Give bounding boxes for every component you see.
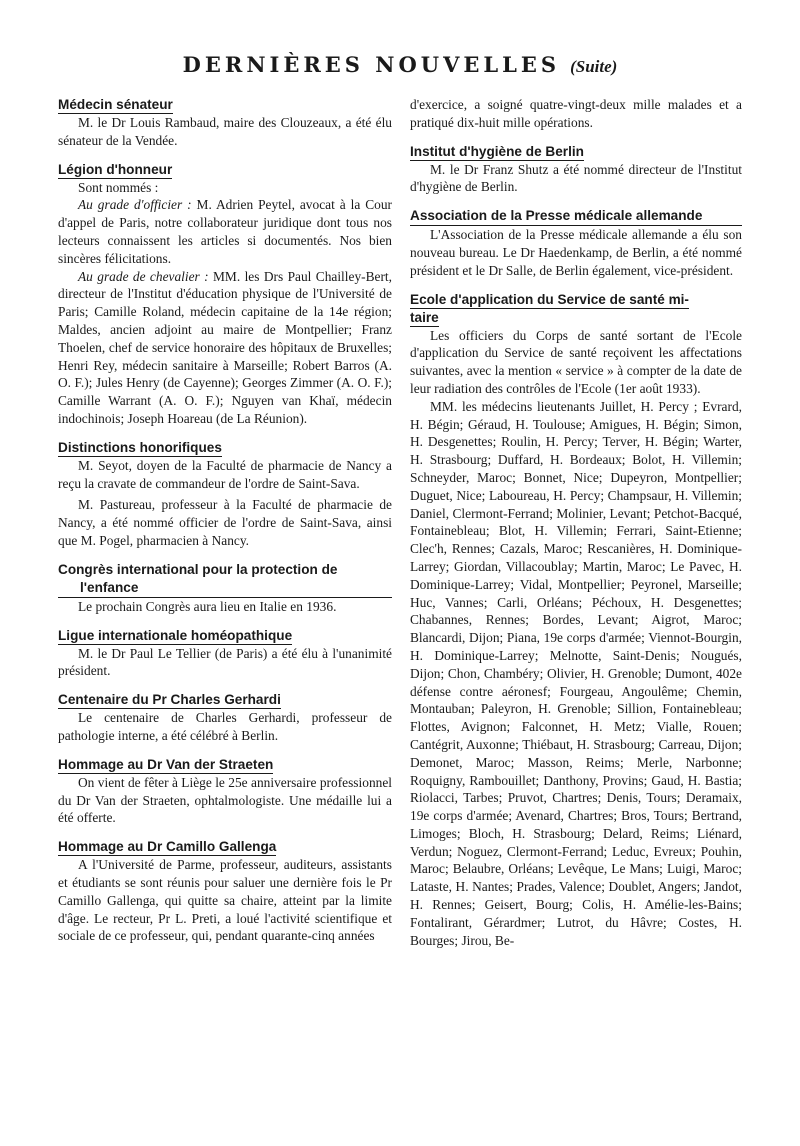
section-heading: Association de la Presse médicale allemande	[410, 207, 742, 226]
section-heading: Hommage au Dr Van der Straeten	[58, 756, 274, 772]
paragraph: M. le Dr Louis Rambaud, maire des Clouzeaux, a été élu sénateur de la Vendée.	[58, 115, 392, 148]
section-ecole-sante	[410, 291, 742, 950]
section-institut-hygiene	[410, 143, 742, 197]
section-medecin-senateur	[58, 96, 392, 150]
section-heading: Médecin sénateur	[58, 97, 173, 112]
section-hommage-gallenga	[58, 838, 392, 945]
section-legion-honneur	[58, 161, 392, 428]
paragraph: A l'Université de Parme, professeur, auditeurs, assistants et étudiants se sont réunis pour saluer une dernière fois le Pr Camillo Gallenga, qui quitte sa chaire, atteint par la limite d'âge. Le recteur, Pr L. Preti, a loué l'activité scientifique et sociale de ce professeur, qui, pendant quarante-cinq années	[58, 857, 392, 944]
section-heading: Congrès international pour la protection de l'enfance	[58, 561, 392, 598]
section-heading: Ligue internationale homéopathique	[58, 627, 293, 643]
paragraph: L'Association de la Presse médicale allemande a élu son nouveau bureau. Le Dr Haedenkamp, de Berlin, a été nommé président et le Dr Salle, de Berlin également, vice-président.	[410, 227, 742, 278]
section-heading: Légion d'honneur	[58, 161, 173, 177]
paragraph: M. Seyot, doyen de la Faculté de pharmacie de Nancy a reçu la cravate de commandeur de l'ordre de Saint-Sava.	[58, 457, 392, 491]
paragraph-affectations: MM. les médecins lieutenants Juillet, H. Percy ; Evrard, H. Bégin; Géraud, H. Toulouse; Amigues, H. Bégin; Simon, H. Desgenettes; Roulin, H. Percy; Terver, H. Bégin; Warter, H. Strasbourg; Duffard, H. Bordeaux; Bolot, H. Villemin; Schneyder, Maroc; Bonnet, Nice; Dupeyron, Montpellier; Duguet, Nice; Laboureau, H. Percy; Champsaur, H. Villemin; Daniel, Clermont-Ferrand; Molinier, Levant; Petchot-Bacqué, Fontainebleau; Blot, H. Villemin; Ferrari, Saint-Etienne; Clec'h, Rennes; Cazals, Maroc; Rescanières, H. Dominique-Larrey; Giordan, Villacoublay; Martin, Maroc; Le Pavec, H. Dominique-Larrey; Vidal, Montpellier; Peyronel, Marseille; Huc, Vannes; Carli, Orléans; Péchoux, H. Desgenettes; Chabannes, Rennes; Bordes, Levant; Aigrot, Maroc; Blancardi, Dijon; Piana, 19e corps d'armée; Viennot-Bourgin, H. Dominique-Larrey; Melnotte, Saint-Denis; Nougués, Dijon; Chon, Chambéry; Olivier, H. Grenoble; Dumont, 402e défense contre aéronesf; Fourgeau, Angoulême; Chemin, Montauban; Paleyron, H. Grenoble; Sillion, Fontainebleau; Flottes, Avignon; Falconnet, H. Metz; Vialle, Rouen; Cantégrit, Auxonne; Thiébaut, H. Strasbourg; Carreau, Dijon; Demonet, Maroc; Masson, Reims; Merle, Narbonne; Roquigny, Rambouillet; Danthony, Provins; Gaud, H. Bastia; Riolacci, Tarbes; Pruvot, Chartres; Denis, Tours; Deramaix, 19e corps d'armée; Avenard, Chartres; Bros, Tours; Bertrand, Limoges; Bloch, H. Strasbourg; Delard, Reims; Liénard, Verdun; Noguez, Clermont-Ferrand; Leduc, Evreux; Pouhin, Maroc; Belaubre, Orléans; Levêque, Le Mans; Luigi, Maroc; Lataste, H. Nantes; Prades, Valence; Doublet, Angers; Jandot, H. Rennes; Geisert, Bourg; Colis, H. Amélie-les-Bains; Fontalirant, Gérardmer; Lutrot, du Hâvre; Costes, H. Bourges; Jirou, Be-	[410, 398, 742, 948]
paragraph: M. le Dr Franz Shutz a été nommé directeur de l'Institut d'hygiène de Berlin.	[410, 161, 742, 195]
section-distinctions	[58, 439, 392, 550]
paragraph: Le centenaire de Charles Gerhardi, professeur de pathologie interne, a été célébré à Berlin.	[58, 710, 392, 743]
paragraph-chevalier: Au grade de chevalier : MM. les Drs Paul Chailley-Bert, directeur de l'Institut d'éducation physique de l'Université de Paris; Camille Roland, médecin capitaine de la 14e région; Maldes, ancien adjoint au maire de Montpellier; Franz Thoelen, chef de service honoraire des hôpitaux de Bruxelles; Henri Rey, médecin sanitaire à Marseille; Robert Barros (A. O. F.); Jules Henry (de Cayenne); Georges Zimmer (A. O. F.); Camille Warrant (A. O. F.); Nguyen van Khaï, médecin indochinois; Joseph Hoareau (de La Réunion).	[58, 268, 393, 426]
paragraph: Le prochain Congrès aura lieu en Italie en 1936.	[78, 598, 337, 614]
section-heading: Ecole d'application du Service de santé mi- taire	[410, 291, 689, 325]
masthead-suite: (Suite)	[570, 57, 618, 76]
left-column	[58, 96, 392, 956]
section-centenaire-gerhardi	[58, 691, 392, 745]
grade-label: Au grade d'officier :	[78, 197, 192, 213]
section-ligue-homeopathique	[58, 627, 392, 681]
section-heading: Institut d'hygiène de Berlin	[410, 143, 584, 159]
section-heading: Distinctions honorifiques	[58, 439, 222, 455]
section-hommage-van-der-straeten	[58, 756, 392, 827]
section-continuation	[410, 96, 742, 132]
paragraph: Les officiers du Corps de santé sortant de l'Ecole d'application du Service de santé reçoivent les affectations suivantes, avec la mention « service » à compter de la date de leur radiation des contrôles de l'Ecole (1er août 1933).	[410, 327, 742, 396]
section-presse-medicale	[410, 207, 742, 279]
section-heading: Centenaire du Pr Charles Gerhardi	[58, 692, 281, 708]
right-column	[410, 96, 742, 960]
grade-label: Au grade de chevalier :	[78, 268, 209, 284]
paragraph-intro: Sont nommés :	[78, 179, 159, 195]
paragraph: On vient de fêter à Liège le 25e anniversaire professionnel du Dr Van der Straeten, ophtalmologiste. Une médaille lui a été offerte.	[58, 774, 392, 826]
paragraph: d'exercice, a soigné quatre-vingt-deux mille malades et a pratiqué dix-huit mille opérations.	[410, 97, 742, 130]
section-heading: Hommage au Dr Camillo Gallenga	[58, 839, 277, 855]
paragraph-officier: Au grade d'officier : M. Adrien Peytel, avocat à la Cour d'appel de Paris, notre collaborateur juridique dont tous nos lecteurs connaissent les articles si documentés. Nos bien sincères félicitations.	[58, 197, 392, 266]
masthead	[0, 52, 800, 77]
paragraph: M. le Dr Paul Le Tellier (de Paris) a été élu à l'unanimité président.	[58, 645, 392, 679]
section-congres-enfance	[58, 561, 392, 616]
masthead-title: DERNIÈRES NOUVELLES	[182, 52, 561, 77]
paragraph: M. Pastureau, professeur à la Faculté de pharmacie de Nancy, a été nommé officier de l'ordre de Saint-Sava, ainsi que M. Pogel, pharmacien à Nancy.	[58, 497, 392, 548]
